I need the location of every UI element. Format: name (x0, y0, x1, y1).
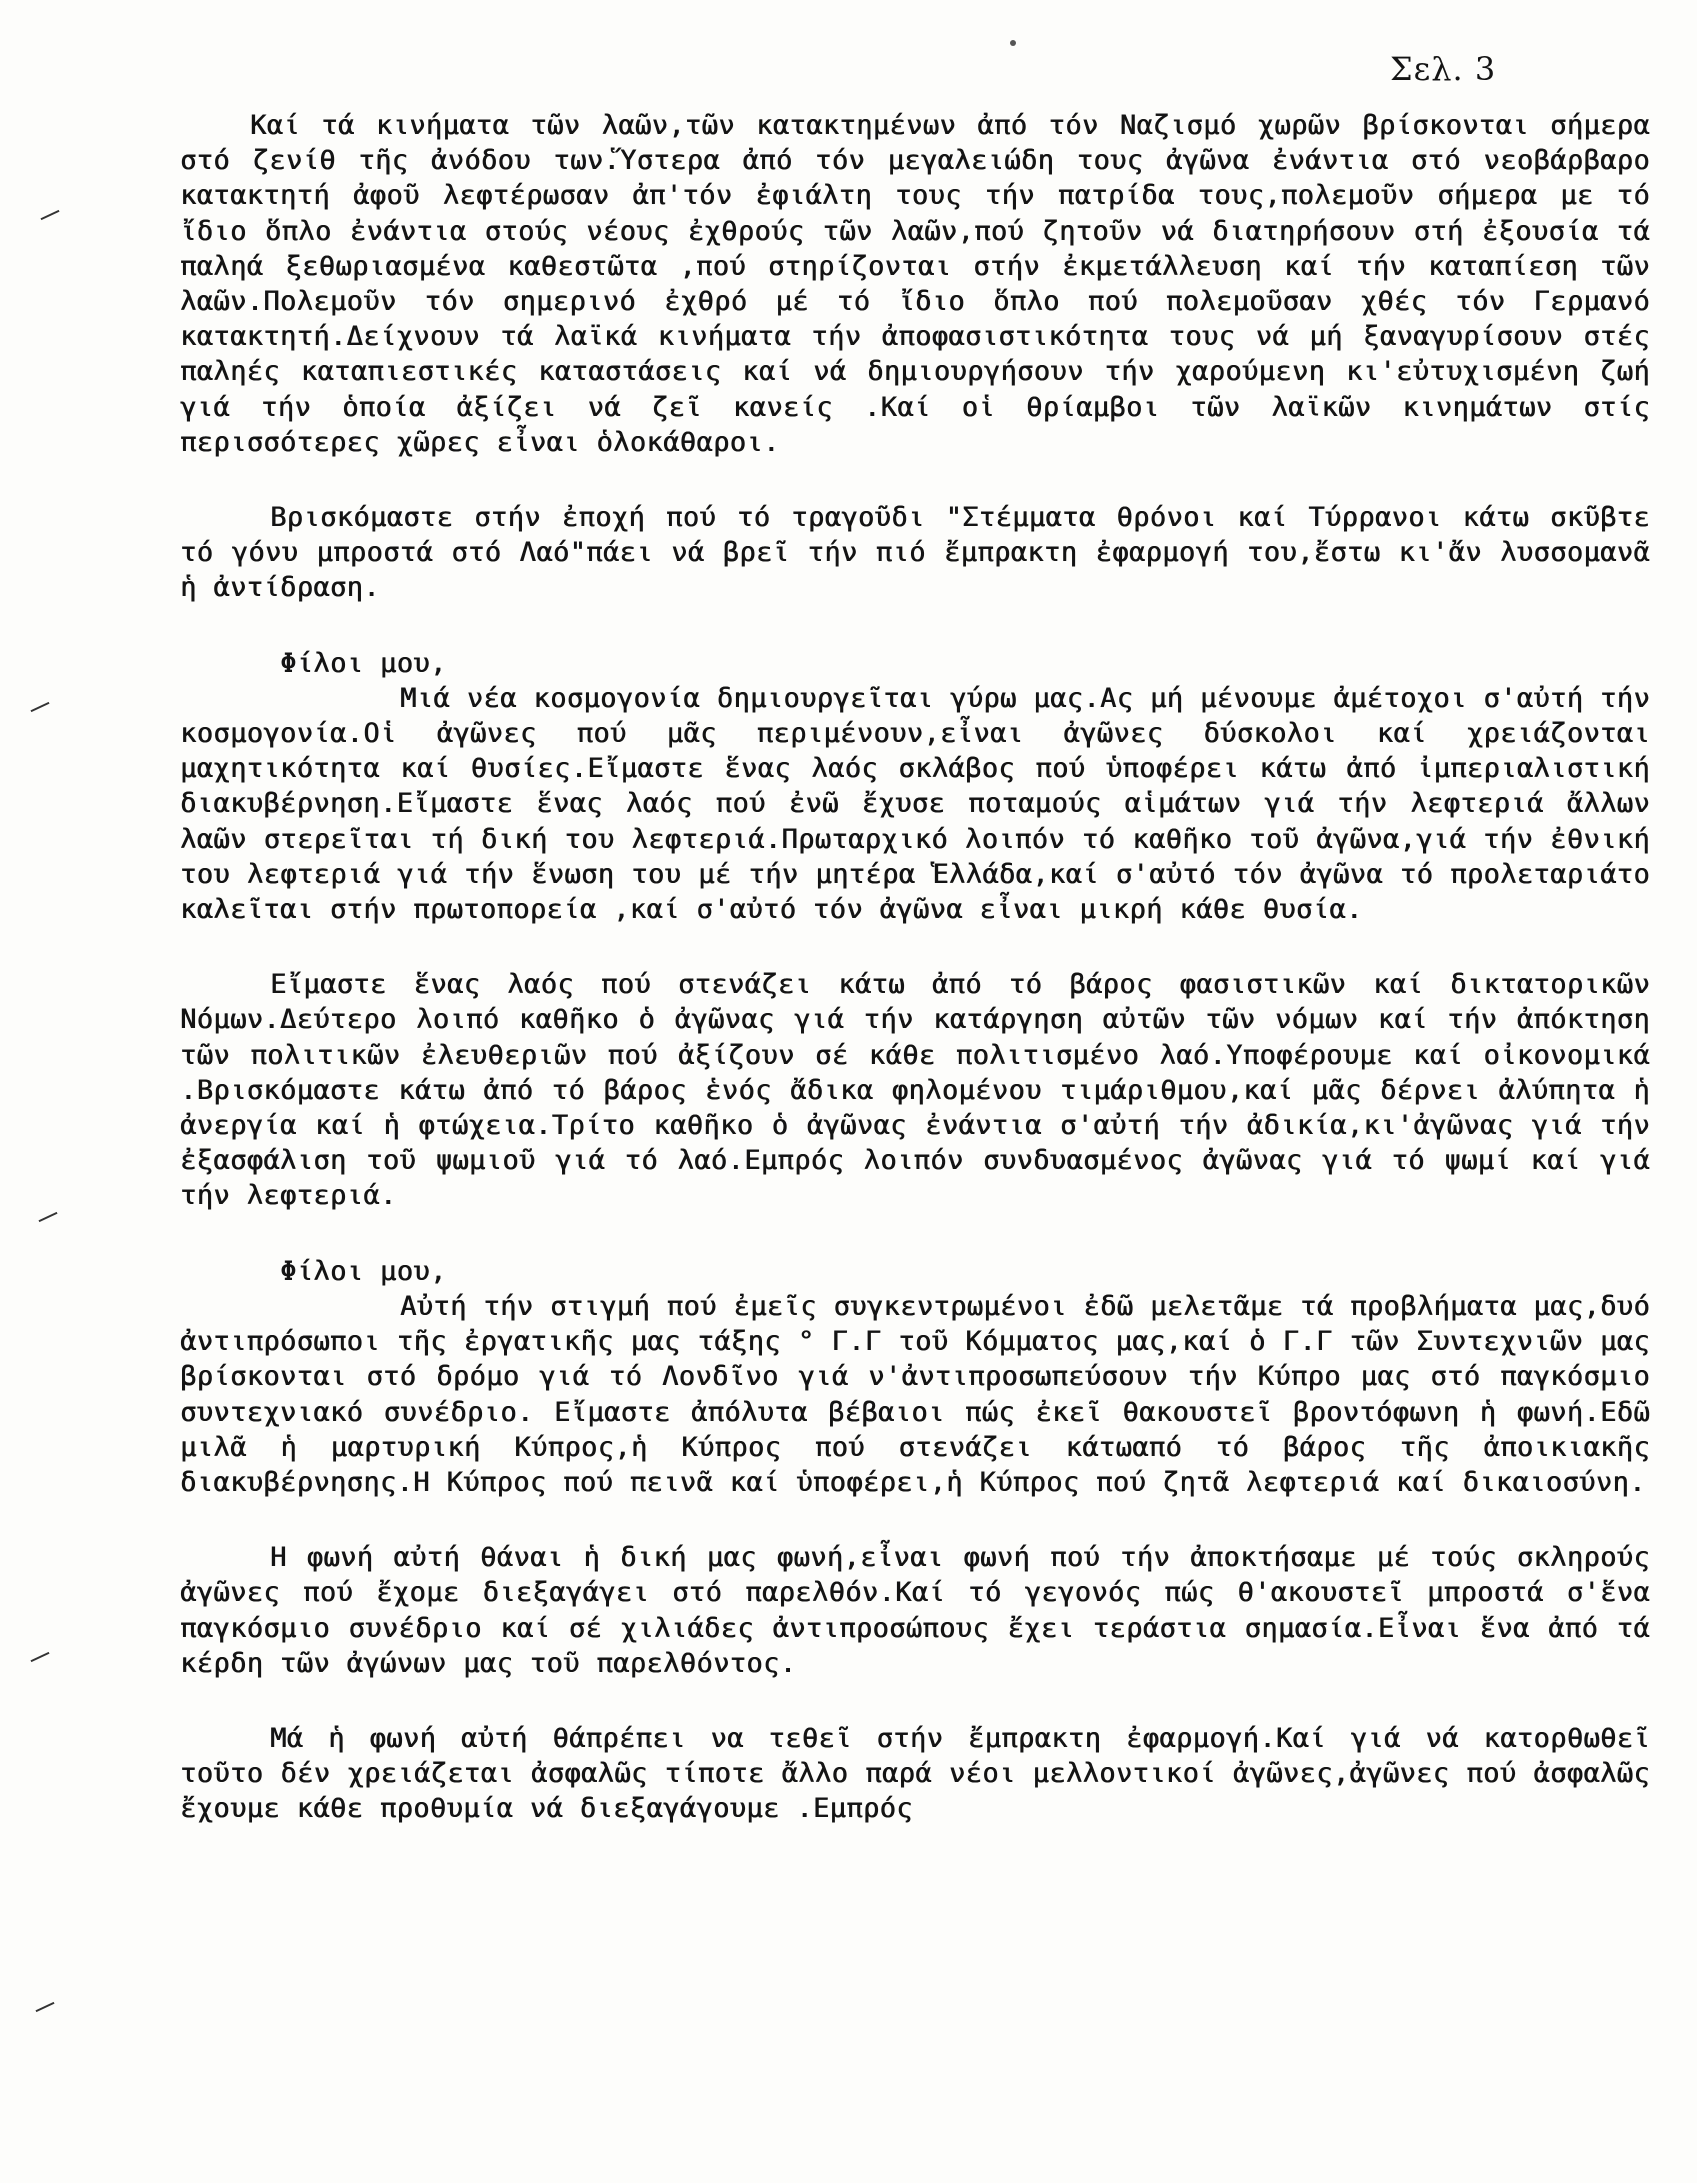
paragraph-5: Αὐτή τήν στιγμή πού ἐμεῖς συγκεντρωμένοι ἐδῶ μελετᾶμε τά προβλήματα μας,δυό ἀντιπρόσωποι τῆς ἐργατικῆς μας τάξης ° Γ.Γ τοῦ Κόμματος μας,καί ὁ Γ.Γ τῶν Συντεχνιῶν μας βρίσκονται στό δρόμο γιά τό Λονδῖνο γιά ν'ἀντιπροσωπεύσουν τήν Κύπρο μας στό παγκόσμιο συντεχνιακό συνέδριο. Εἴμαστε ἀπόλυτα βέβαιοι πώς ἐκεῖ θακουστεῖ βροντόφωνη ἡ φωνή.Εδῶ μιλᾶ ἡ μαρτυρική Κύπρος,ἡ Κύπρος πού στενάζει κάτωαπό τό βάρος τῆς ἀποικιακῆς διακυβέρνησης.Η Κύπρος πού πεινᾶ καί ὑποφέρει,ἡ Κύπρος πού ζητᾶ λεφτεριά καί δικαιοσύνη. (180, 1290, 1650, 1498)
scan-speck (1010, 40, 1016, 46)
margin-mark (40, 208, 62, 222)
salutation-2: Φίλοι μου, (280, 1255, 447, 1287)
paragraph-1: Καί τά κινήματα τῶν λαῶν,τῶν κατακτημένων ἀπό τόν Ναζισμό χωρῶν βρίσκονται σήμερα στό ζενίθ τῆς ἀνόδου των.Ὕστερα ἀπό τόν μεγαλειώδη τους ἀγῶνα ἐνάντια στό νεοβάρβαρο κατακτητή ἀφοῦ λεφτέρωσαν ἀπ'τόν ἐφιάλτη τους τήν πατρίδα τους,πολεμοῦν σήμερα με τό ἴδιο ὅπλο ἐνάντια στούς νέους ἐχθρούς τῶν λαῶν,πού ζητοῦν νά διατηρήσουν στή ἐξουσία τά παληά ξεθωριασμένα καθεστῶτα ,πού στηρίζονται στήν ἐκμετάλλευση καί τήν καταπίεση τῶν λαῶν.Πολεμοῦν τόν σημερινό ἐχθρό μέ τό ἴδιο ὅπλο πού πολεμοῦσαν χθές τόν Γερμανό κατακτητή.Δείχνουν τά λαϊκά κινήματα τήν ἀποφασιστικότητα τους νά μή ξαναγυρίσουν στές παληές καταπιεστικές καταστάσεις καί νά δημιουργήσουν τήν χαρούμενη κι'εὐτυχισμένη ζωή γιά τήν ὁποία ἀξίζει νά ζεῖ κανείς .Καί οἱ θρίαμβοι τῶν λαϊκῶν κινημάτων στίς περισσότερες χῶρες εἶναι ὁλοκάθαροι. (180, 110, 1650, 458)
page-number: Σελ. 3 (1390, 50, 1497, 88)
paragraph-6: Η φωνή αὐτή θάναι ἡ δική μας φωνή,εἶναι φωνή πού τήν ἀποκτήσαμε μέ τούς σκληρούς ἀγῶνες πού ἔχομε διεξαγάγει στό παρελθόν.Καί τό γεγονός πώς θ'ακουστεῖ μπροστά σ'ἕνα παγκόσμιο συνέδριο καί σέ χιλιάδες ἀντιπροσώπους ἔχει τεράστια σημασία.Εἶναι ἕνα ἀπό τά κέρδη τῶν ἀγώνων μας τοῦ παρελθόντος. (180, 1542, 1650, 1679)
margin-mark (30, 1650, 52, 1664)
paragraph-7: Μά ἡ φωνή αὐτή θάπρέπει να τεθεῖ στήν ἔμπρακτη ἐφαρμογή.Καί γιά νά κατορθωθεῖ τοῦτο δέν χρειάζεται ἀσφαλῶς τίποτε ἄλλο παρά νέοι μελλοντικοί ἀγῶνες,ἀγῶνες πού ἀσφαλῶς ἔχουμε κάθε προθυμία νά διεξαγάγουμε .Εμπρός (180, 1722, 1650, 1825)
margin-mark (35, 2000, 57, 2014)
document-body (180, 108, 1650, 1827)
paragraph-2: Βρισκόμαστε στήν ἐποχή πού τό τραγοῦδι "Στέμματα θρόνοι καί Τύρρανοι κάτω σκῦβτε τό γόνυ μπροστά στό Λαό"πάει νά βρεῖ τήν πιό ἔμπρακτη ἐφαρμογή του,ἔστω κι'ἄν λυσσομανᾶ ἡ ἀντίδραση. (180, 502, 1650, 604)
paragraph-3: Μιά νέα κοσμογονία δημιουργεῖται γύρω μας.Ας μή μένουμε ἀμέτοχοι σ'αὐτή τήν κοσμογονία.Οἱ ἀγῶνες πού μᾶς περιμένουν,εἶναι ἀγῶνες δύσκολοι καί χρειάζονται μαχητικότητα καί θυσίες.Εἴμαστε ἕνας λαός σκλάβος πού ὑποφέρει κάτω ἀπό ἰμπεριαλιστική διακυβέρνηση.Εἴμαστε ἕνας λαός πού ἐνῶ ἔχυσε ποταμούς αἱμάτων γιά τήν λεφτεριά ἄλλων λαῶν στερεῖται τή δική του λεφτεριά.Πρωταρχικό λοιπόν τό καθῆκο τοῦ ἀγῶνα,γιά τήν ἐθνική του λεφτεριά γιά τήν ἕνωση του μέ τήν μητέρα Ἑλλάδα,καί σ'αὐτό τόν ἀγῶνα τό προλεταριάτο καλεῖται στήν πρωτοπορεία ,καί σ'αὐτό τόν ἀγῶνα εἶναι μικρή κάθε θυσία. (180, 682, 1650, 926)
margin-mark (30, 700, 52, 714)
margin-mark (38, 1210, 60, 1224)
salutation-1: Φίλοι μου, (280, 647, 447, 679)
paragraph-4: Εἴμαστε ἕνας λαός πού στενάζει κάτω ἀπό τό βάρος φασιστικῶν καί δικτατορικῶν Νόμων.Δεύτερο λοιπό καθῆκο ὁ ἀγῶνας γιά τήν κατάργηση αὐτῶν τῶν νόμων καί τήν ἀπόκτηση τῶν πολιτικῶν ἐλευθεριῶν πού ἀξίζουν σέ κάθε πολιτισμένο λαό.Υποφέρουμε καί οἰκονομικά .Βρισκόμαστε κάτω ἀπό τό βάρος ἑνός ἄδικα φηλομένου τιμάριθμου,καί μᾶς δέρνει ἀλύπητα ἡ ἀνεργία καί ἡ φτώχεια.Τρίτο καθῆκο ὁ ἀγῶνας ἐνάντια σ'αὐτή τήν ἀδικία,κι'ἀγῶνας γιά τήν ἐξασφάλιση τοῦ ψωμιοῦ γιά τό λαό.Εμπρός λοιπόν συνδυασμένος ἀγῶνας γιά τό ψωμί καί γιά τήν λεφτεριά. (180, 969, 1650, 1212)
